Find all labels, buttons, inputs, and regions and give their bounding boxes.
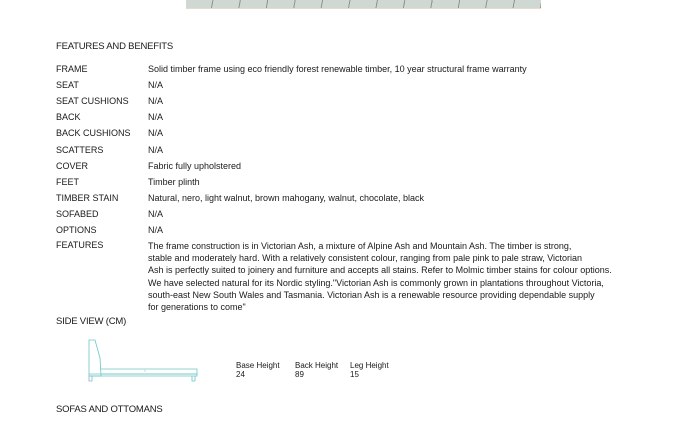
features-line: The frame construction is in Victorian Ash, a mixture of Alpine Ash and Mountain Ash. The timber is strong, xyxy=(148,241,572,251)
spec-value: N/A xyxy=(148,208,164,219)
features-line: Ash is perfectly suited to joinery and furniture and accepts all stains. Refer to Molmic timber stains for colour options. xyxy=(148,265,612,276)
back-height: Back Height 89 xyxy=(295,361,339,379)
features-line: south-east New South Wales and Tasmania. Victorian Ash is a renewable resource providing dependable supply xyxy=(148,289,595,300)
spec-value: N/A xyxy=(148,225,164,235)
features-heading: FEATURES AND BENEFITS xyxy=(56,41,174,52)
leg-height: Leg Height 15 xyxy=(350,361,389,379)
spec-label: BACK CUSHIONS xyxy=(56,128,131,139)
spec-label: SEAT CUSHIONS xyxy=(56,96,129,107)
spec-value: Timber plinth xyxy=(148,176,200,187)
spec-label: SOFABED xyxy=(56,208,99,219)
product-photo xyxy=(186,0,541,9)
spec-value: N/A xyxy=(148,144,164,155)
features-line: We have selected natural for its Nordic styling."Victorian Ash is commonly grown in plantations throughout Victoria, xyxy=(148,277,604,288)
features-line: for generations to come" xyxy=(148,302,246,313)
base-height: Base Height 24 xyxy=(236,361,280,379)
spec-label: TIMBER STAIN xyxy=(56,192,119,203)
spec-value: N/A xyxy=(148,80,164,91)
spec-label: FEET xyxy=(56,176,80,187)
features-paragraph xyxy=(148,240,612,313)
sofas-heading: SOFAS AND OTTOMANS xyxy=(56,404,163,415)
side-view-drawing xyxy=(85,338,200,383)
spec-value: Natural, nero, light walnut, brown mahogany, walnut, chocolate, black xyxy=(148,192,424,203)
spec-value: Solid timber frame using eco friendly forest renewable timber, 10 year structural frame warranty xyxy=(148,64,527,74)
spec-label: SCATTERS xyxy=(56,144,104,155)
spec-label: FRAME xyxy=(56,64,88,74)
spec-label: COVER xyxy=(56,160,89,171)
spec-label: OPTIONS xyxy=(56,225,97,235)
spec-value: N/A xyxy=(148,96,164,107)
spec-label: SEAT xyxy=(56,80,79,91)
spec-value: Fabric fully upholstered xyxy=(148,160,242,171)
features-line: stable and moderately hard. With a relatively consistent colour, ranging from pale pink to pale straw, Victorian xyxy=(148,253,583,264)
spec-label: FEATURES xyxy=(56,240,104,250)
spec-value: N/A xyxy=(148,128,164,139)
spec-value: N/A xyxy=(148,112,164,123)
side-view-heading: SIDE VIEW (CM) xyxy=(56,316,127,327)
spec-label: BACK xyxy=(56,112,81,123)
